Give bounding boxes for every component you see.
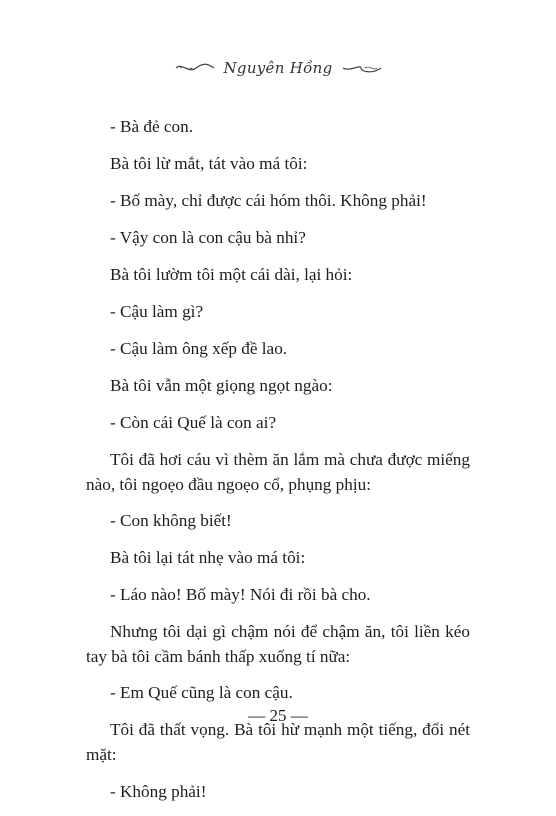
paragraph: Bà tôi lại tát nhẹ vào má tôi: [110,548,306,567]
flourish-right-icon [341,61,383,75]
paragraph: - Cậu làm ông xếp đề lao. [110,339,288,358]
paragraph: Bà tôi vẫn một giọng ngọt ngào: [110,376,333,395]
paragraph: - Con không biết! [110,511,232,530]
paragraph: - Không phải! [110,782,207,801]
paragraph: Bà tôi lừ mắt, tát vào má tôi: [110,154,308,173]
paragraph: - Em Quế cũng là con cậu. [110,683,293,702]
author-name: Nguyên Hồng [223,59,333,77]
paragraph: - Bố mày, chỉ được cái hóm thôi. Không phải! [110,191,427,210]
flourish-left-icon [174,61,216,75]
paragraph: - Cậu làm gì? [110,302,204,321]
paragraph: - Vậy con là con cậu bà nhỉ? [110,228,306,247]
paragraph: Tôi đã hơi cáu vì thèm ăn lắm mà chưa được miếng nào, tôi ngoẹo đầu ngoẹo cổ, phụng phịu: [86,450,470,494]
running-header [0,54,556,82]
paragraph: - Bà đẻ con. [110,117,194,136]
paragraph: Bà tôi lườm tôi một cái dài, lại hỏi: [110,265,353,284]
paragraph: Nhưng tôi dại gì chậm nói để chậm ăn, tôi liền kéo tay bà tôi cầm bánh thấp xuống tí nữa: [86,622,470,666]
paragraph: - Còn cái Quế là con ai? [110,413,277,432]
paragraph: - Láo nào! Bố mày! Nói đi rồi bà cho. [110,585,371,604]
paragraph: Tôi đã thất vọng. Bà tôi hừ mạnh một tiếng, đổi nét mặt: [86,720,470,764]
page-number: — 25 — [248,706,308,725]
